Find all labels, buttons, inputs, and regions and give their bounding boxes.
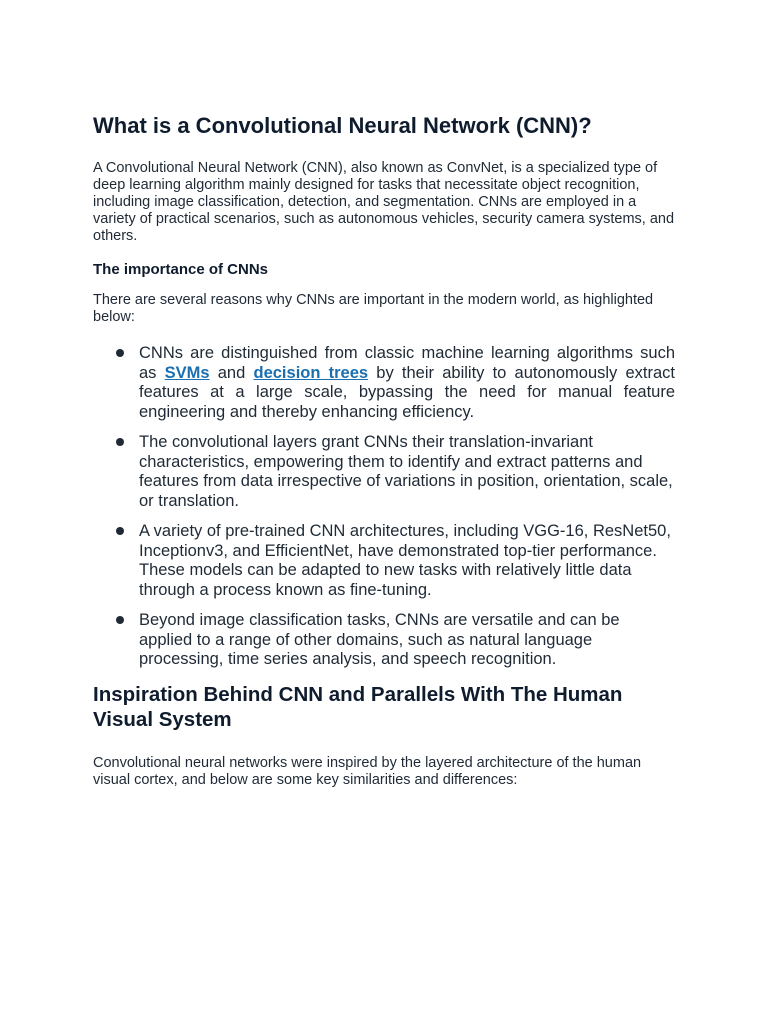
bullet-icon [116, 438, 124, 446]
list-item-text-before: CNNs are distinguished from classic machine learning algorithms such as [139, 344, 675, 382]
svms-link[interactable]: SVMs [164, 363, 210, 382]
list-item [93, 522, 675, 600]
list-item [93, 611, 675, 670]
list-item-text-middle: and [209, 363, 254, 382]
closing-paragraph: Convolutional neural networks were inspired by the layered architecture of the human visual cortex, and below are some key similarities and differences: [93, 754, 642, 788]
list-item-text: A variety of pre-trained CNN architectures, including VGG-16, ResNet50, Inceptionv3, and EfficientNet, have demonstrated top-tier performance. These models can be adapted to new tasks with relatively little data through a process known as fine-tuning. [139, 522, 671, 599]
list-item [93, 433, 675, 511]
document-page [93, 112, 675, 789]
bullet-icon [116, 616, 124, 624]
bullet-icon [116, 349, 124, 357]
section-heading: Inspiration Behind CNN and Parallels With The Human Visual System [93, 682, 623, 731]
section-subheading: The importance of CNNs [93, 261, 269, 278]
list-item-text-after: by their ability to autonomously extract features at a large scale, bypassing the need for manual feature engineering and thereby enhancing efficiency. [139, 363, 675, 421]
bullet-icon [116, 527, 124, 535]
intro-paragraph: A Convolutional Neural Network (CNN), also known as ConvNet, is a specialized type of deep learning algorithm mainly designed for tasks that necessitate object recognition, including image classification, detection, and segmentation. CNNs are employed in a variety of practical scenarios, such as autonomous vehicles, security camera systems, and others. [93, 160, 675, 244]
list-item [93, 344, 675, 422]
importance-list [93, 344, 675, 670]
page-title: What is a Convolutional Neural Network (CNN)? [93, 113, 592, 138]
lead-paragraph: There are several reasons why CNNs are important in the modern world, as highlighted below: [93, 292, 654, 325]
decision-trees-link[interactable]: decision trees [253, 363, 369, 382]
list-item-text: The convolutional layers grant CNNs their translation-invariant characteristics, empowering them to identify and extract patterns and features from data irrespective of variations in position, orientation, scale, or translation. [139, 433, 673, 510]
list-item-text: Beyond image classification tasks, CNNs are versatile and can be applied to a range of other domains, such as natural language processing, time series analysis, and speech recognition. [139, 611, 620, 668]
